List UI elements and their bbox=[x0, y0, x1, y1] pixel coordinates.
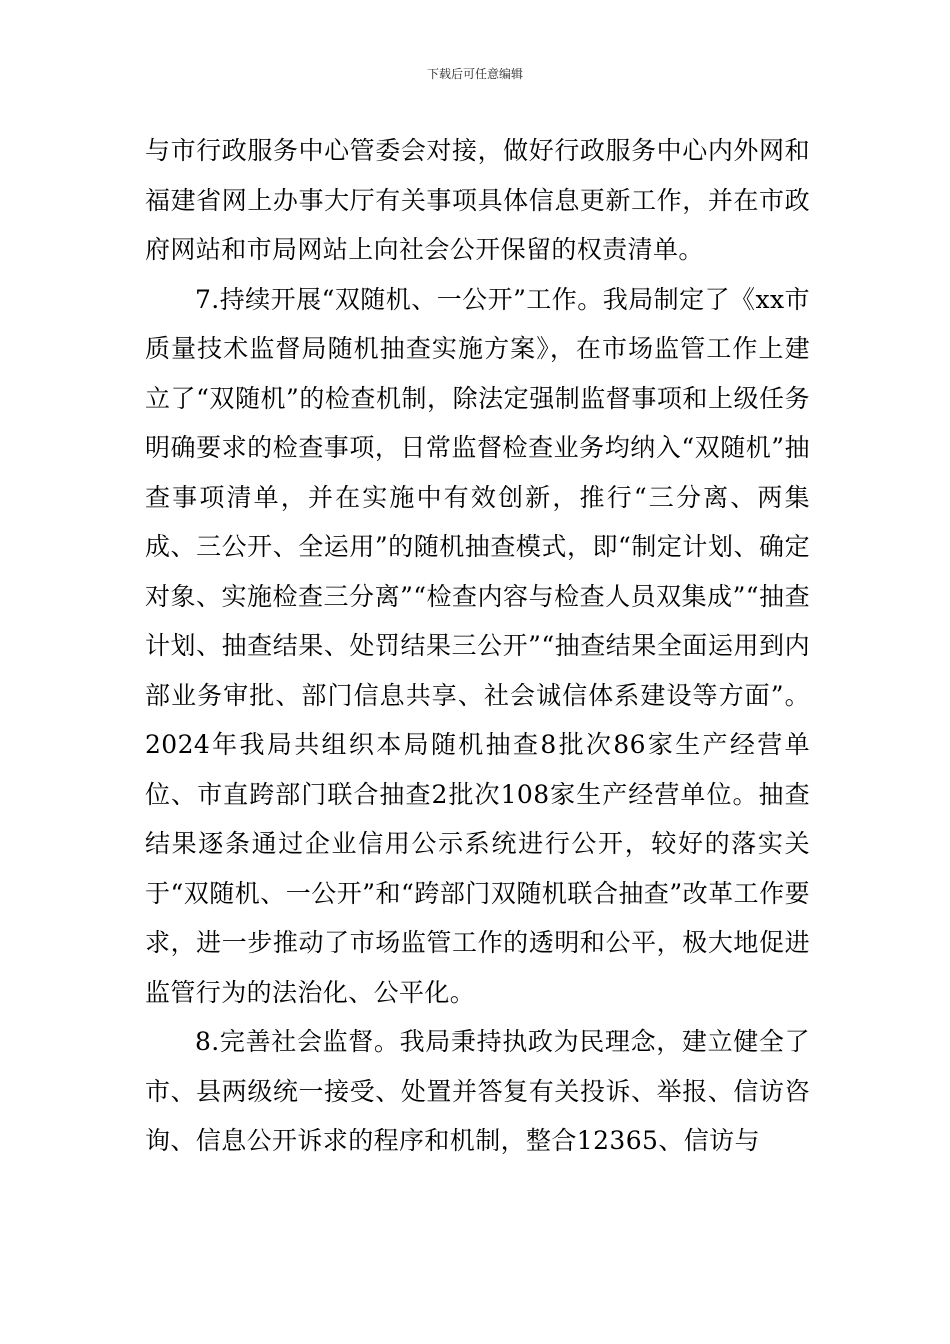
paragraph-continuation: 与市行政服务中心管委会对接，做好行政服务中心内外网和福建省网上办事大厅有关事项具体信息更新工作，并在市政府网站和市局网站上向社会公开保留的权责清单。 bbox=[145, 136, 810, 264]
page-header-note: 下载后可任意编辑 bbox=[426, 67, 523, 81]
paragraph-item-8: 8.完善社会监督。我局秉持执政为民理念，建立健全了市、县两级统一接受、处置并答复有关投诉、举报、信访咨询、信息公开诉求的程序和机制，整合12365、信访与 bbox=[145, 1027, 810, 1155]
document-body bbox=[145, 126, 810, 1166]
paragraph-item-7: 7.持续开展“双随机、一公开”工作。我局制定了《xx市质量技术监督局随机抽查实施方案》，在市场监管工作上建立了“双随机”的检查机制，除法定强制监督事项和上级任务明确要求的检查事项，日常监督检查业务均纳入“双随机”抽查事项清单，并在实施中有效创新，推行“三分离、两集成、三公开、全运用”的随机抽查模式，即“制定计划、确定对象、实施检查三分离”“检查内容与检查人员双集成”“抽查计划、抽查结果、处罚结果三公开”“抽查结果全面运用到内部业务审批、部门信息共享、社会诚信体系建设等方面”。2024年我局共组织本局随机抽查8批次86家生产经营单位、市直跨部门联合抽查2批次108家生产经营单位。抽查结果逐条通过企业信用公示系统进行公开，较好的落实关于“双随机、一公开”和“跨部门双随机联合抽查”改革工作要求，进一步推动了市场监管工作的透明和公平，极大地促进监管行为的法治化、公平化。 bbox=[145, 284, 810, 1007]
